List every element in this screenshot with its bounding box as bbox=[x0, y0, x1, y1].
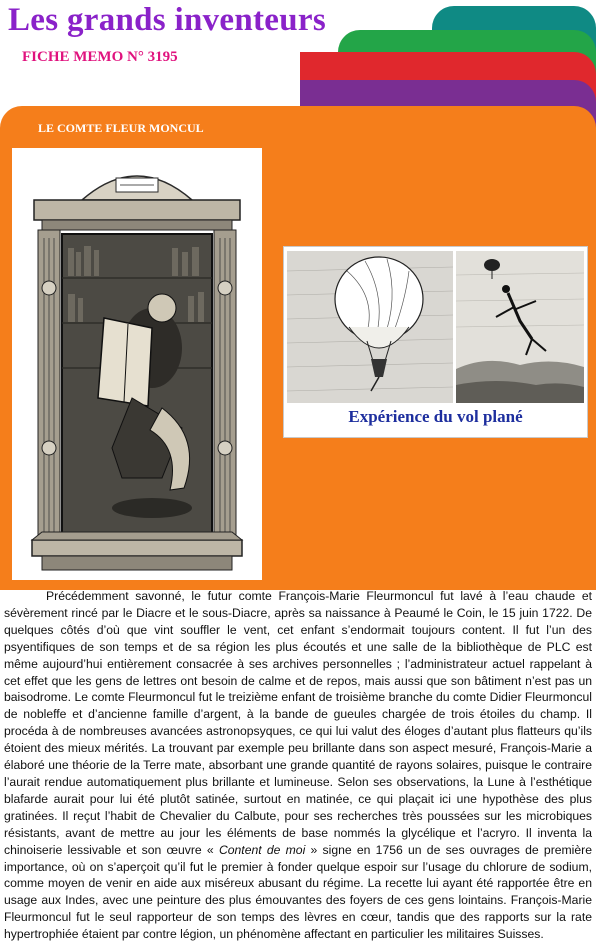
balloon-illustration bbox=[287, 251, 453, 403]
photo-panel bbox=[283, 246, 588, 438]
article-body bbox=[4, 588, 593, 942]
page-title: Les grands inventeurs bbox=[8, 2, 326, 38]
memo-number: FICHE MEMO N° 3195 bbox=[22, 49, 178, 65]
engraving-portrait bbox=[12, 148, 262, 580]
falling-man-illustration bbox=[456, 251, 584, 403]
photo-caption: Expérience du vol plané bbox=[348, 407, 523, 426]
topic-heading: LE COMTE FLEUR MONCUL bbox=[38, 121, 204, 135]
article-text-part1: Précédemment savonné, le futur comte François-Marie Fleurmoncul fut lavé à l’eau chaude et sévèrement rincé par le Diacre et le sous-Diacre, après sa naissance à Peaumé le Coin, le 15 juin 1722. De quelques côtés d’où que vint souffler le vent, cet enfant s’endormait toujours content. Il fut l’un des psyentifiques de son temps et de sa région les plus écoutés et une salle de la bibliothèque de PLC est même aujourd’hui entièrement consacrée à ses archives personnelles ; l’administrateur actuel rappelant à cet effet que les gens de lettres ont besoin de calme et de repos, mais aussi que son bâtiment n’est pas un baisodrome. Le comte Fleurmoncul fut le treizième enfant de troisième branche du comte Didier Fleurmoncul de nobleffe et d’ancienne famille d’argent, à la bande de gueules chargée de trois étoiles du champ. Il procéda à de nombreuses avancées astronopsyques, ce qui lui valut des éloges d’autant plus flatteurs qu’ils étoient des mieux mérités. La trouvant par exemple peu brillante dans son aspect mesuré, François-Marie a élaboré une théorie de la Terre mate, absorbant une grande quantité de rayons solaires, puisque le contraire l’aurait rendue automatiquement plus brillante et lumineuse. Selon ses observations, la Lune à l’esthétique blafarde aurait pour lui été plutôt satinée, surtout en matinée, ce qui plaçait ici une hypothèse des plus gratinées. Il reçut l’habit de Chevalier du Calbute, pour ses recherches très poussées sur les microbiques résistants, avant de mettre au jour les éléments de base nommés la glycélique et l’acryro. Il inventa la chinoiserie lessivable et son œuvre « bbox=[4, 589, 592, 857]
article-text-part2: » signe en 1756 un de ses ouvrages de première importance, où on s’aperçoit qu’il fut le premier à fonder quelque espoir sur l’usage du chlorure de sodium, comme moyen de venir en aide aux miséreux abusant du régime. La recette lui ayant été rapportée être en usage aux Indes, avec une peinture des plus émouvantes des foyers de ces gens lointains. François-Marie Fleurmoncul fut le seul rapporteur de son temps des lèvres en cœur, tandis que des rapports sur la rate hypertrophiée étaient par contre légion, un phénomène affectant en particulier les militaires Suisses. bbox=[4, 842, 593, 942]
work-title: Content de moi bbox=[218, 842, 306, 857]
